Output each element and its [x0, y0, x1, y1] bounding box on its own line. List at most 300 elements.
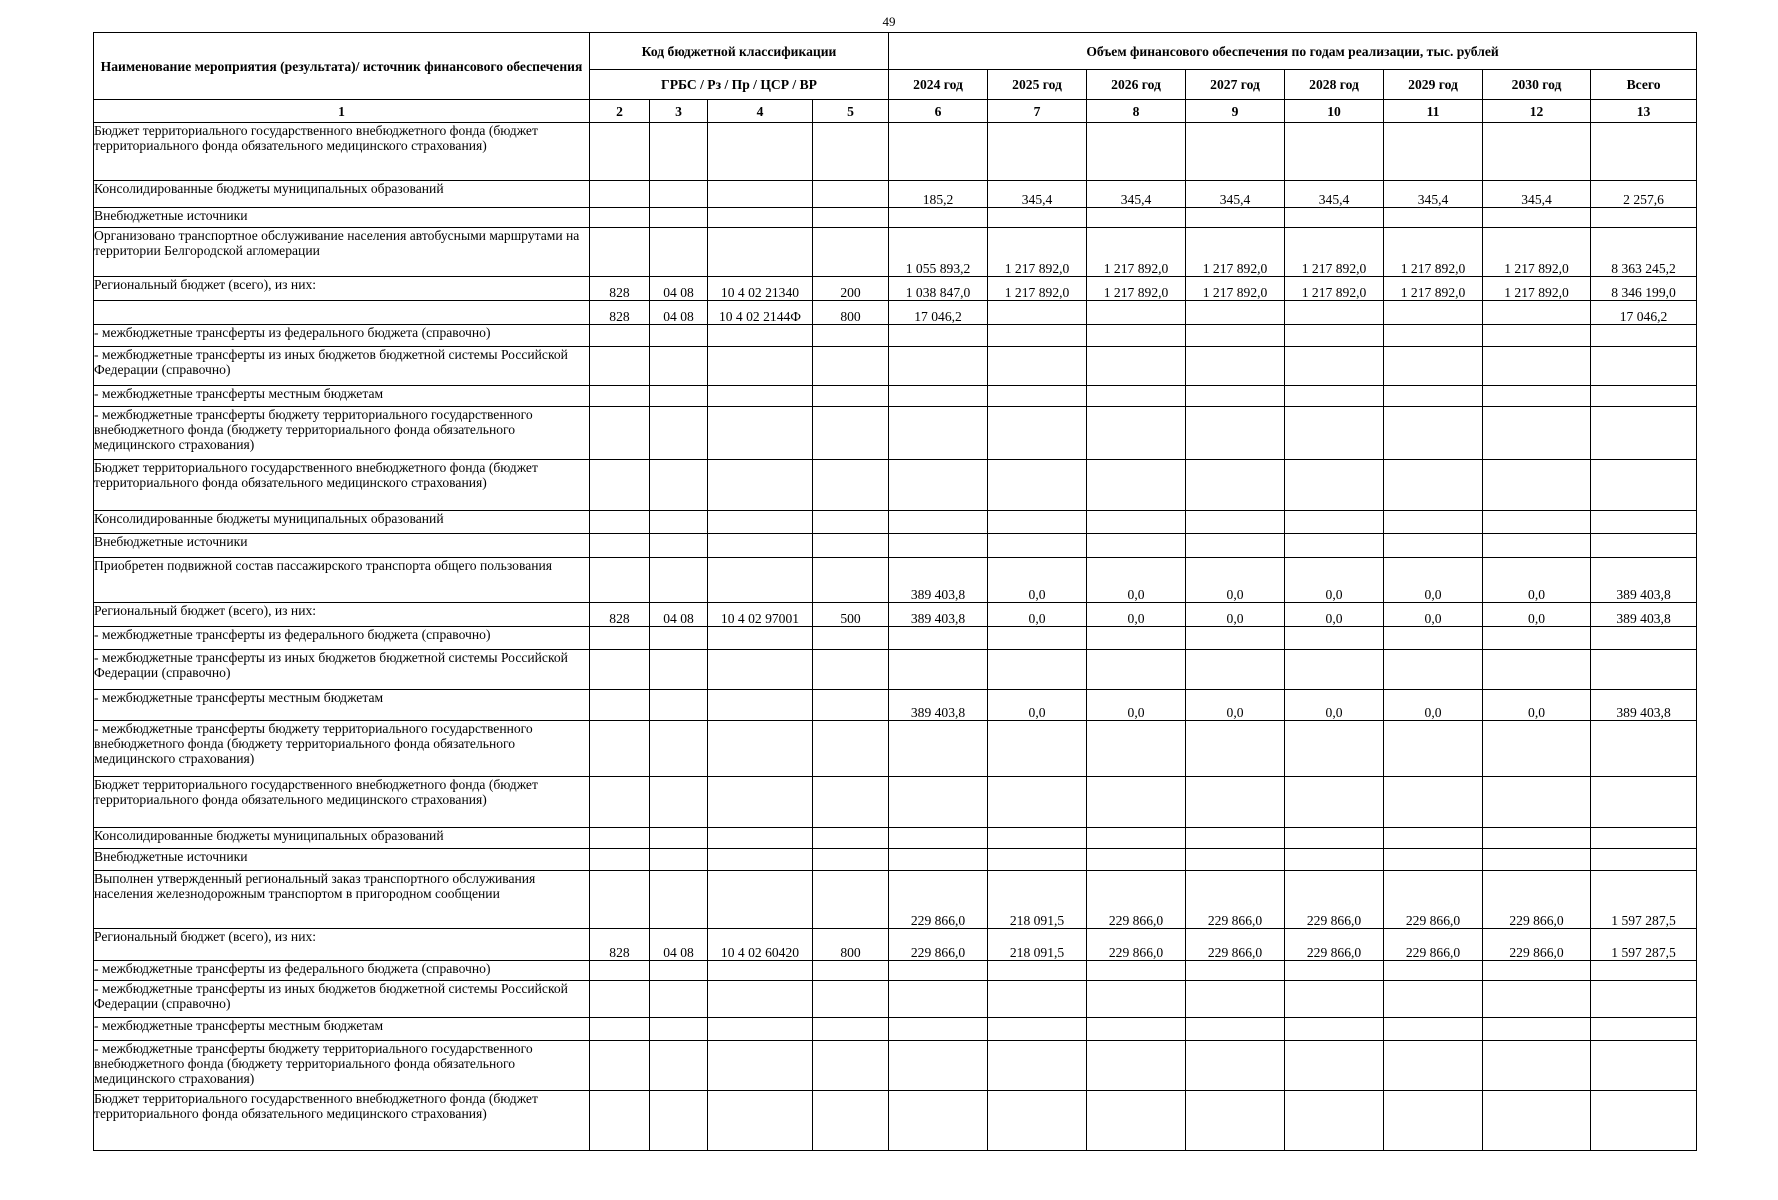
expense-type-cell [813, 777, 889, 828]
year-value-cell [889, 981, 988, 1018]
year-value-cell: 345,4 [1285, 181, 1384, 208]
year-value-cell [1384, 301, 1483, 325]
grbs-code-cell [590, 534, 650, 558]
target-article-cell [708, 849, 813, 871]
table-row [94, 1041, 1697, 1091]
year-value-cell [1285, 407, 1384, 460]
section-code-cell [650, 871, 708, 929]
table-row [94, 929, 1697, 961]
column-number: 5 [813, 100, 889, 123]
section-code-cell [650, 1041, 708, 1091]
section-code-cell [650, 1018, 708, 1041]
total-value-cell: 17 046,2 [1591, 301, 1697, 325]
table-row [94, 558, 1697, 603]
year-value-cell [1384, 981, 1483, 1018]
section-code-cell: 04 08 [650, 929, 708, 961]
target-article-cell [708, 1018, 813, 1041]
year-value-cell [1186, 650, 1285, 690]
expense-type-cell [813, 1018, 889, 1041]
column-number: 3 [650, 100, 708, 123]
year-value-cell [1483, 721, 1591, 777]
expense-type-cell: 200 [813, 277, 889, 301]
table-row [94, 627, 1697, 650]
expense-type-cell [813, 123, 889, 181]
year-value-cell [1483, 627, 1591, 650]
year-value-cell [1483, 1091, 1591, 1151]
year-value-cell [1186, 828, 1285, 849]
year-value-cell [1285, 123, 1384, 181]
total-value-cell [1591, 650, 1697, 690]
table-row [94, 228, 1697, 277]
total-value-cell [1591, 849, 1697, 871]
year-value-cell: 229 866,0 [889, 929, 988, 961]
year-value-cell [1087, 828, 1186, 849]
year-value-cell [1186, 347, 1285, 386]
year-value-cell [1285, 511, 1384, 534]
year-value-cell [1186, 1041, 1285, 1091]
year-value-cell [988, 828, 1087, 849]
year-value-cell: 345,4 [1483, 181, 1591, 208]
target-article-cell [708, 690, 813, 721]
total-value-cell [1591, 981, 1697, 1018]
row-name-cell: Выполнен утвержденный региональный заказ транспортного обслуживания населения железнодорожным транспортом в пригородном сообщении [94, 871, 590, 929]
year-value-cell [1384, 849, 1483, 871]
section-code-cell [650, 181, 708, 208]
column-number: 10 [1285, 100, 1384, 123]
expense-type-cell [813, 828, 889, 849]
table-body [94, 123, 1697, 1151]
target-article-cell [708, 871, 813, 929]
target-article-cell [708, 777, 813, 828]
year-value-cell: 1 217 892,0 [988, 228, 1087, 277]
year-value-cell: 1 217 892,0 [1087, 228, 1186, 277]
year-value-cell [1483, 849, 1591, 871]
section-code-cell [650, 386, 708, 407]
year-value-cell: 345,4 [1186, 181, 1285, 208]
expense-type-cell: 500 [813, 603, 889, 627]
target-article-cell [708, 511, 813, 534]
section-code-cell: 04 08 [650, 277, 708, 301]
row-name-cell: - межбюджетные трансферты из иных бюджетов бюджетной системы Российской Федерации (справочно) [94, 347, 590, 386]
expense-type-cell [813, 325, 889, 347]
target-article-cell [708, 961, 813, 981]
year-value-cell: 229 866,0 [1384, 871, 1483, 929]
year-value-cell [1186, 1091, 1285, 1151]
header-row-1 [94, 33, 1697, 70]
year-value-cell [988, 534, 1087, 558]
table-row [94, 849, 1697, 871]
year-value-cell: 229 866,0 [1285, 929, 1384, 961]
column-number: 7 [988, 100, 1087, 123]
grbs-code-cell [590, 511, 650, 534]
row-name-cell: Внебюджетные источники [94, 849, 590, 871]
row-name-cell: - межбюджетные трансферты из иных бюджетов бюджетной системы Российской Федерации (справочно) [94, 981, 590, 1018]
year-value-cell [1087, 961, 1186, 981]
year-value-cell [889, 460, 988, 511]
year-value-cell [988, 407, 1087, 460]
year-value-cell [1087, 407, 1186, 460]
year-value-cell: 0,0 [1384, 690, 1483, 721]
table-row [94, 460, 1697, 511]
grbs-code-cell [590, 871, 650, 929]
year-value-cell: 0,0 [1186, 558, 1285, 603]
year-value-cell [1384, 1018, 1483, 1041]
target-article-cell [708, 460, 813, 511]
year-value-cell [1384, 721, 1483, 777]
total-value-cell [1591, 721, 1697, 777]
grbs-code-cell [590, 228, 650, 277]
year-value-cell [1483, 1018, 1591, 1041]
year-value-cell [988, 325, 1087, 347]
grbs-code-cell [590, 777, 650, 828]
year-value-cell [1285, 301, 1384, 325]
year-value-cell [1384, 534, 1483, 558]
year-value-cell [1483, 208, 1591, 228]
year-value-cell [1483, 407, 1591, 460]
grbs-code-cell [590, 123, 650, 181]
header-year-2030: 2030 год [1483, 70, 1591, 100]
year-value-cell [1087, 721, 1186, 777]
grbs-code-cell [590, 1041, 650, 1091]
section-code-cell [650, 828, 708, 849]
year-value-cell: 0,0 [1483, 558, 1591, 603]
target-article-cell [708, 181, 813, 208]
table-row [94, 347, 1697, 386]
year-value-cell [1384, 347, 1483, 386]
grbs-code-cell [590, 650, 650, 690]
target-article-cell: 10 4 02 21340 [708, 277, 813, 301]
target-article-cell [708, 325, 813, 347]
row-name-cell: Внебюджетные источники [94, 534, 590, 558]
year-value-cell [1186, 123, 1285, 181]
total-value-cell: 389 403,8 [1591, 603, 1697, 627]
total-value-cell: 1 597 287,5 [1591, 929, 1697, 961]
year-value-cell: 1 055 893,2 [889, 228, 988, 277]
total-value-cell [1591, 208, 1697, 228]
year-value-cell: 389 403,8 [889, 603, 988, 627]
target-article-cell [708, 558, 813, 603]
target-article-cell [708, 228, 813, 277]
year-value-cell [1087, 386, 1186, 407]
year-value-cell [1384, 650, 1483, 690]
year-value-cell: 229 866,0 [1186, 929, 1285, 961]
total-value-cell: 2 257,6 [1591, 181, 1697, 208]
section-code-cell [650, 981, 708, 1018]
row-name-cell: Региональный бюджет (всего), из них: [94, 603, 590, 627]
year-value-cell [988, 301, 1087, 325]
row-name-cell: - межбюджетные трансферты бюджету территориального государственного внебюджетного фонда (бюджету территориального фонда обязательного медицинского страхования) [94, 407, 590, 460]
budget-table [93, 32, 1697, 1151]
grbs-code-cell [590, 325, 650, 347]
year-value-cell [1186, 534, 1285, 558]
expense-type-cell [813, 386, 889, 407]
total-value-cell [1591, 534, 1697, 558]
year-value-cell [1087, 1041, 1186, 1091]
row-name-cell: - межбюджетные трансферты бюджету территориального государственного внебюджетного фонда (бюджету территориального фонда обязательного медицинского страхования) [94, 721, 590, 777]
header-volume-group: Объем финансового обеспечения по годам реализации, тыс. рублей [889, 33, 1697, 70]
year-value-cell [889, 407, 988, 460]
year-value-cell [1186, 407, 1285, 460]
total-value-cell [1591, 407, 1697, 460]
year-value-cell [988, 627, 1087, 650]
row-name-cell: Региональный бюджет (всего), из них: [94, 929, 590, 961]
row-name-cell: Приобретен подвижной состав пассажирского транспорта общего пользования [94, 558, 590, 603]
year-value-cell: 0,0 [1483, 690, 1591, 721]
year-value-cell [1483, 961, 1591, 981]
row-name-cell: - межбюджетные трансферты из федерального бюджета (справочно) [94, 961, 590, 981]
header-year-2028: 2028 год [1285, 70, 1384, 100]
section-code-cell [650, 849, 708, 871]
year-value-cell [1285, 534, 1384, 558]
expense-type-cell [813, 721, 889, 777]
year-value-cell [889, 325, 988, 347]
total-value-cell [1591, 1018, 1697, 1041]
section-code-cell [650, 228, 708, 277]
year-value-cell [1186, 511, 1285, 534]
year-value-cell: 1 217 892,0 [1186, 228, 1285, 277]
year-value-cell: 0,0 [1285, 690, 1384, 721]
section-code-cell [650, 407, 708, 460]
total-value-cell [1591, 347, 1697, 386]
grbs-code-cell [590, 981, 650, 1018]
total-value-cell [1591, 828, 1697, 849]
year-value-cell [1285, 777, 1384, 828]
year-value-cell [1087, 511, 1186, 534]
table-row [94, 981, 1697, 1018]
header-column-numbers [94, 100, 1697, 123]
year-value-cell [889, 123, 988, 181]
target-article-cell: 10 4 02 60420 [708, 929, 813, 961]
header-year-2029: 2029 год [1384, 70, 1483, 100]
year-value-cell [1087, 849, 1186, 871]
year-value-cell [1087, 301, 1186, 325]
year-value-cell [1483, 123, 1591, 181]
table-row [94, 961, 1697, 981]
year-value-cell [1483, 1041, 1591, 1091]
year-value-cell [1384, 407, 1483, 460]
year-value-cell [1384, 777, 1483, 828]
year-value-cell [1285, 981, 1384, 1018]
year-value-cell: 389 403,8 [889, 558, 988, 603]
header-code-group: Код бюджетной классификации [590, 33, 889, 70]
year-value-cell: 0,0 [1285, 558, 1384, 603]
target-article-cell [708, 347, 813, 386]
year-value-cell: 0,0 [1384, 603, 1483, 627]
header-code-sub: ГРБС / Рз / Пр / ЦСР / ВР [590, 70, 889, 100]
year-value-cell: 345,4 [1087, 181, 1186, 208]
year-value-cell: 1 217 892,0 [1384, 277, 1483, 301]
year-value-cell: 1 217 892,0 [1483, 277, 1591, 301]
expense-type-cell [813, 347, 889, 386]
row-name-cell: Бюджет территориального государственного внебюджетного фонда (бюджет территориального фонда обязательного медицинского страхования) [94, 777, 590, 828]
year-value-cell [1285, 460, 1384, 511]
grbs-code-cell [590, 961, 650, 981]
grbs-code-cell [590, 849, 650, 871]
target-article-cell [708, 386, 813, 407]
year-value-cell [1186, 208, 1285, 228]
row-name-cell: - межбюджетные трансферты бюджету территориального государственного внебюджетного фонда (бюджету территориального фонда обязательного медицинского страхования) [94, 1041, 590, 1091]
year-value-cell [1087, 325, 1186, 347]
year-value-cell [1285, 961, 1384, 981]
year-value-cell: 1 217 892,0 [1285, 228, 1384, 277]
header-year-2027: 2027 год [1186, 70, 1285, 100]
section-code-cell [650, 123, 708, 181]
target-article-cell: 10 4 02 97001 [708, 603, 813, 627]
year-value-cell [1186, 721, 1285, 777]
year-value-cell [1087, 460, 1186, 511]
year-value-cell: 229 866,0 [1186, 871, 1285, 929]
year-value-cell [1087, 627, 1186, 650]
year-value-cell [1483, 650, 1591, 690]
year-value-cell: 1 038 847,0 [889, 277, 988, 301]
total-value-cell: 1 597 287,5 [1591, 871, 1697, 929]
table-row [94, 123, 1697, 181]
year-value-cell [1384, 123, 1483, 181]
row-name-cell: Консолидированные бюджеты муниципальных образований [94, 181, 590, 208]
target-article-cell [708, 721, 813, 777]
table-row [94, 871, 1697, 929]
table-row [94, 690, 1697, 721]
year-value-cell [1087, 981, 1186, 1018]
year-value-cell [988, 347, 1087, 386]
section-code-cell [650, 534, 708, 558]
section-code-cell [650, 1091, 708, 1151]
year-value-cell [1384, 325, 1483, 347]
year-value-cell: 1 217 892,0 [1087, 277, 1186, 301]
table-row [94, 721, 1697, 777]
year-value-cell [1285, 347, 1384, 386]
section-code-cell [650, 627, 708, 650]
year-value-cell: 229 866,0 [1483, 929, 1591, 961]
year-value-cell [1285, 721, 1384, 777]
year-value-cell [988, 1091, 1087, 1151]
target-article-cell [708, 1091, 813, 1151]
year-value-cell [1186, 325, 1285, 347]
year-value-cell [1483, 981, 1591, 1018]
year-value-cell [1186, 981, 1285, 1018]
expense-type-cell [813, 534, 889, 558]
section-code-cell [650, 325, 708, 347]
year-value-cell [988, 777, 1087, 828]
year-value-cell [1087, 123, 1186, 181]
grbs-code-cell [590, 690, 650, 721]
row-name-cell: Консолидированные бюджеты муниципальных образований [94, 511, 590, 534]
target-article-cell [708, 407, 813, 460]
column-number: 13 [1591, 100, 1697, 123]
year-value-cell: 0,0 [988, 558, 1087, 603]
expense-type-cell [813, 627, 889, 650]
column-number: 6 [889, 100, 988, 123]
total-value-cell [1591, 961, 1697, 981]
year-value-cell: 0,0 [1285, 603, 1384, 627]
year-value-cell [1186, 1018, 1285, 1041]
year-value-cell [889, 849, 988, 871]
year-value-cell: 0,0 [1186, 690, 1285, 721]
section-code-cell [650, 460, 708, 511]
year-value-cell [1384, 386, 1483, 407]
year-value-cell [889, 1091, 988, 1151]
year-value-cell [1384, 1041, 1483, 1091]
year-value-cell [1483, 301, 1591, 325]
year-value-cell [1285, 627, 1384, 650]
year-value-cell [1384, 828, 1483, 849]
grbs-code-cell [590, 1018, 650, 1041]
table-row [94, 1018, 1697, 1041]
section-code-cell [650, 961, 708, 981]
year-value-cell: 218 091,5 [988, 929, 1087, 961]
year-value-cell [1186, 386, 1285, 407]
target-article-cell [708, 650, 813, 690]
year-value-cell [1384, 1091, 1483, 1151]
year-value-cell [1483, 828, 1591, 849]
row-name-cell: Организовано транспортное обслуживание населения автобусными маршрутами на территории Белгородской агломерации [94, 228, 590, 277]
grbs-code-cell: 828 [590, 277, 650, 301]
column-number: 8 [1087, 100, 1186, 123]
year-value-cell [1285, 325, 1384, 347]
column-number: 11 [1384, 100, 1483, 123]
year-value-cell [1483, 325, 1591, 347]
section-code-cell [650, 511, 708, 534]
year-value-cell: 389 403,8 [889, 690, 988, 721]
year-value-cell: 1 217 892,0 [1285, 277, 1384, 301]
year-value-cell [889, 511, 988, 534]
table-row [94, 181, 1697, 208]
total-value-cell [1591, 386, 1697, 407]
expense-type-cell [813, 650, 889, 690]
year-value-cell: 345,4 [1384, 181, 1483, 208]
target-article-cell [708, 534, 813, 558]
year-value-cell [889, 961, 988, 981]
year-value-cell [1285, 386, 1384, 407]
section-code-cell [650, 690, 708, 721]
expense-type-cell [813, 1091, 889, 1151]
column-number: 1 [94, 100, 590, 123]
year-value-cell [988, 123, 1087, 181]
header-name-column: Наименование мероприятия (результата)/ источник финансового обеспечения [94, 33, 590, 100]
grbs-code-cell [590, 1091, 650, 1151]
target-article-cell [708, 208, 813, 228]
year-value-cell: 0,0 [988, 690, 1087, 721]
year-value-cell: 229 866,0 [1483, 871, 1591, 929]
year-value-cell [1483, 534, 1591, 558]
year-value-cell [1384, 460, 1483, 511]
table-row [94, 301, 1697, 325]
year-value-cell [889, 828, 988, 849]
year-value-cell: 0,0 [1087, 690, 1186, 721]
grbs-code-cell: 828 [590, 301, 650, 325]
year-value-cell [1285, 1041, 1384, 1091]
year-value-cell [889, 1018, 988, 1041]
target-article-cell [708, 123, 813, 181]
year-value-cell [889, 1041, 988, 1091]
table-row [94, 1091, 1697, 1151]
total-value-cell [1591, 511, 1697, 534]
row-name-cell: Консолидированные бюджеты муниципальных образований [94, 828, 590, 849]
year-value-cell [889, 208, 988, 228]
year-value-cell [1186, 301, 1285, 325]
expense-type-cell [813, 511, 889, 534]
total-value-cell [1591, 777, 1697, 828]
section-code-cell: 04 08 [650, 603, 708, 627]
grbs-code-cell [590, 407, 650, 460]
expense-type-cell [813, 208, 889, 228]
year-value-cell [988, 981, 1087, 1018]
year-value-cell [889, 627, 988, 650]
row-name-cell: Бюджет территориального государственного внебюджетного фонда (бюджет территориального фонда обязательного медицинского страхования) [94, 1091, 590, 1151]
year-value-cell [1087, 347, 1186, 386]
table-row [94, 407, 1697, 460]
year-value-cell [988, 961, 1087, 981]
